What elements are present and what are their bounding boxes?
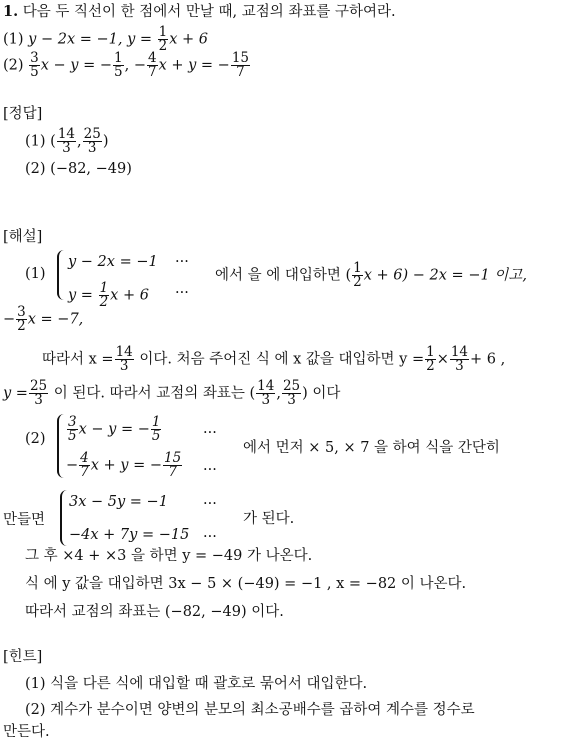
- problem-number: 1.: [3, 3, 19, 20]
- equation: x + 6: [169, 31, 209, 48]
- part-label: (2): [3, 57, 24, 74]
- hint-heading: [힌트]: [3, 649, 43, 665]
- solution-line-5: 식 에 y 값을 대입하면 3x − 5 × (−49) = −1 , x = −82 이 나온다.: [25, 576, 467, 592]
- solution-3-prefix: 만들면: [3, 512, 46, 528]
- system-dots: ···: [203, 462, 217, 478]
- system-row: y = $\frac{1}{2}$ x + 6: [68, 280, 149, 310]
- system-row: − $\frac{4}{7}$ x + y = − $\frac{15}{7}$: [66, 450, 182, 480]
- answer-1: (1) ( $\frac{14}{3}$ , $\frac{25}{3}$ ): [25, 126, 109, 156]
- fraction: $\frac{25}{3}$: [282, 378, 301, 408]
- system-dots: ···: [175, 285, 189, 301]
- solution-1-text: 에서 을 에 대입하면 ( $\frac{1}{2}$ x + 6) − 2x = −1 이고,: [215, 260, 527, 290]
- problem-part-2: [3, 52, 251, 79]
- hint-1: (1) 식을 다른 식에 대입할 때 괄호로 묶어서 대입한다.: [25, 676, 368, 692]
- system-row: −4x + 7y = −15: [69, 527, 190, 543]
- system-dots: ···: [203, 529, 217, 545]
- hint-2: (2) 계수가 분수이면 양변의 분모의 최소공배수를 곱하여 계수를 정수로: [25, 702, 475, 718]
- fraction: $\frac{4}{7}$: [147, 50, 157, 80]
- solution-1-line-4: y = $\frac{25}{3}$ 이 된다. 따라서 교점의 좌표는 ( $\frac{14}{3}$ , $\frac{25}{3}$ ) 이다: [3, 378, 341, 408]
- solution-1-label: (1): [25, 266, 46, 282]
- system-row: $\frac{3}{5}$ x − y = − $\frac{1}{5}$: [68, 414, 161, 444]
- answer-value: (−82, −49): [50, 161, 132, 177]
- separator: , −: [124, 57, 146, 74]
- part-label: (1): [25, 133, 46, 150]
- system-brace: [57, 250, 68, 300]
- system-dots: ···: [203, 425, 217, 441]
- fraction: $\frac{14}{3}$: [450, 344, 469, 374]
- fraction: $\frac{1}{2}$: [99, 280, 109, 310]
- problem-part-1: [3, 26, 208, 53]
- part-label: (2): [25, 161, 46, 177]
- fraction: $\frac{15}{7}$: [231, 50, 250, 80]
- fraction: $\frac{25}{3}$: [83, 126, 101, 156]
- system-row: y − 2x = −1: [68, 254, 158, 270]
- problem-text: 다음 두 직선이 한 점에서 만날 때, 교점의 좌표를 구하여라.: [22, 4, 396, 20]
- fraction: $\frac{15}{7}$: [164, 450, 182, 480]
- solution-line-6: 따라서 교점의 좌표는 (−82, −49) 이다.: [25, 604, 284, 620]
- equation: y − 2x = −1,: [28, 31, 123, 48]
- answer-heading: [정답]: [3, 106, 43, 122]
- solution-line-4: 그 후 ×4 + ×3 을 하면 y = −49 가 나온다.: [25, 548, 313, 564]
- system-dots: ···: [175, 254, 189, 270]
- fraction: $\frac{3}{5}$: [30, 50, 39, 80]
- fraction: $\frac{25}{3}$: [29, 378, 48, 408]
- part-label: (1): [3, 31, 24, 48]
- fraction: $\frac{1}{5}$: [114, 50, 123, 80]
- problem-statement: [3, 3, 396, 21]
- answer-2: [25, 160, 132, 178]
- solution-1-line-3: 따라서 x = $\frac{14}{3}$ 이다. 처음 주어진 식 에 x 값을 대입하면 y = $\frac{1}{2}$ × $\frac{14}{3}$ + 6 ,: [42, 344, 506, 374]
- fraction: $\frac{14}{3}$: [57, 126, 76, 156]
- fraction: $\frac{14}{3}$: [115, 344, 133, 374]
- solution-heading: [해설]: [3, 229, 43, 245]
- fraction: $\frac{4}{7}$: [80, 450, 89, 480]
- fraction: $\frac{1}{2}$: [426, 344, 435, 374]
- solution-3-suffix: 가 된다.: [243, 511, 295, 527]
- fraction: $\frac{1}{2}$: [353, 260, 362, 290]
- system-row: 3x − 5y = −1: [69, 494, 168, 510]
- fraction: $\frac{1}{5}$: [151, 414, 161, 444]
- fraction: $\frac{14}{3}$: [257, 378, 275, 408]
- solution-2-text: 에서 먼저 × 5, × 7 을 하여 식을 간단히: [243, 440, 500, 456]
- fraction: $\frac{3}{5}$: [68, 414, 77, 444]
- hint-3: 만든다.: [3, 724, 50, 740]
- fraction: $\frac{1}{2}$: [158, 24, 168, 54]
- equation: x − y = −: [40, 57, 113, 74]
- equation: x + y = −: [158, 57, 230, 74]
- equation: y =: [127, 31, 153, 48]
- solution-1-line-2: − $\frac{3}{2}$ x = −7,: [3, 304, 84, 334]
- solution-2-label: (2): [25, 431, 46, 447]
- system-dots: ···: [203, 496, 217, 512]
- fraction: $\frac{3}{2}$: [17, 304, 26, 334]
